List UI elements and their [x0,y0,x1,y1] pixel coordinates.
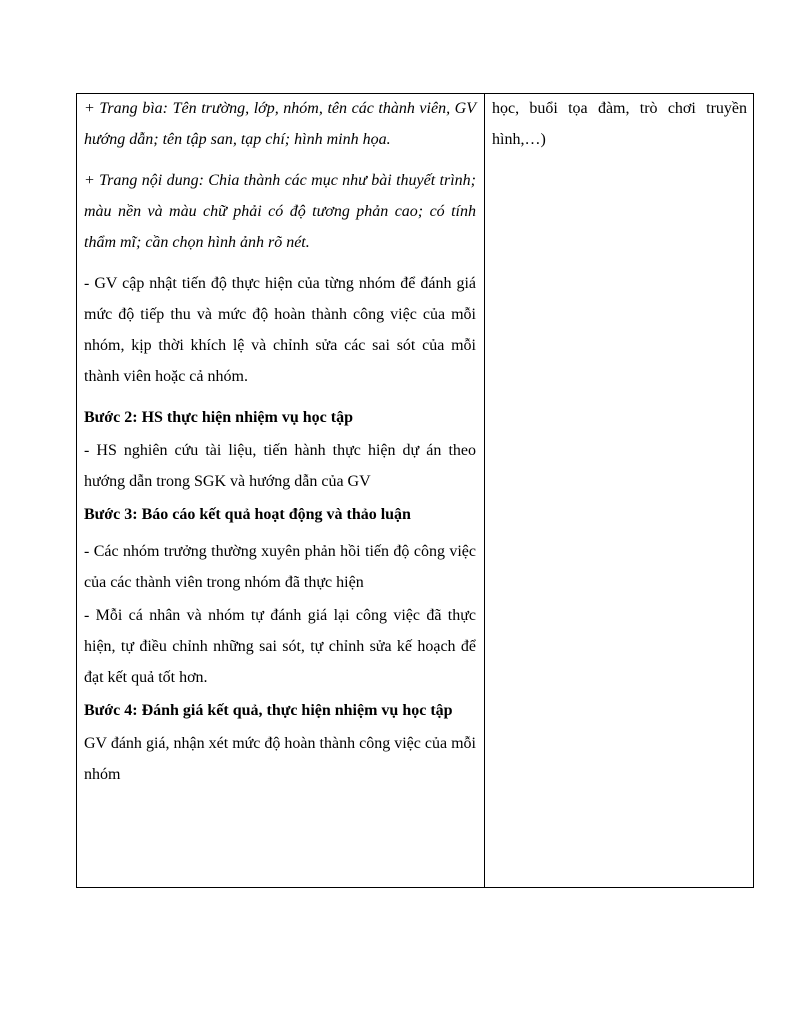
step4-heading: Bước 4: Đánh giá kết quả, thực hiện nhiệm vụ học tập [84,702,453,719]
step2-text: - HS nghiên cứu tài liệu, tiến hành thực hiện dự án theo hướng dẫn trong SGK và hướng dẫn của GV [84,442,476,490]
activity-column [77,94,485,887]
gv-update-paragraph: - GV cập nhật tiến độ thực hiện của từng nhóm để đánh giá mức độ tiếp thu và mức độ hoàn thành công việc của mỗi nhóm, kịp thời khích lệ và chỉnh sửa các sai sót của mỗi thành viên hoặc cả nhóm. [84,275,476,385]
content-table [76,93,754,888]
step3-heading: Bước 3: Báo cáo kết quả hoạt động và thảo luận [84,506,411,523]
product-continuation-text: học, buổi tọa đàm, trò chơi truyền hình,…) [492,100,747,148]
step2-heading: Bước 2: HS thực hiện nhiệm vụ học tập [84,409,353,426]
step3-text-2: - Mỗi cá nhân và nhóm tự đánh giá lại công việc đã thực hiện, tự điều chỉnh những sai sót, tự chỉnh sửa kế hoạch để đạt kết quả tốt hơn. [84,607,476,686]
cover-page-guideline: + Trang bìa: Tên trường, lớp, nhóm, tên các thành viên, GV hướng dẫn; tên tập san, tạp chí; hình minh họa. [84,100,476,148]
content-page-guideline: + Trang nội dung: Chia thành các mục như bài thuyết trình; màu nền và màu chữ phải có độ tương phản cao; có tính thẩm mĩ; cần chọn hình ảnh rõ nét. [84,172,476,251]
step3-text-1: - Các nhóm trưởng thường xuyên phản hồi tiến độ công việc của các thành viên trong nhóm đã thực hiện [84,543,476,591]
step4-text: GV đánh giá, nhận xét mức độ hoàn thành công việc của mỗi nhóm [84,735,476,783]
product-column [485,94,753,887]
